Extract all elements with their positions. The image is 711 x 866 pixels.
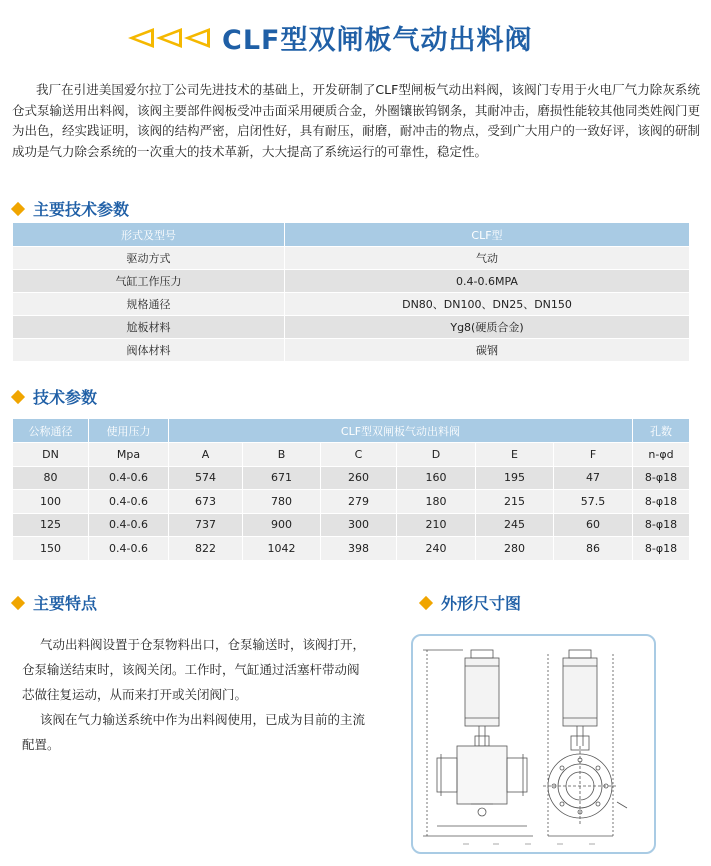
table-cell: 8-φ18 [633, 513, 690, 537]
section-heading-text: 主要技术参数 [33, 200, 130, 219]
table-cell: 碳钢 [285, 339, 690, 362]
table-cell: 86 [554, 537, 633, 561]
title-row [128, 18, 532, 57]
table-cell: 300 [321, 513, 397, 537]
table-header-cell: 形式及型号 [13, 223, 285, 247]
table-cell: 8-φ18 [633, 466, 690, 490]
table-cell: 8-φ18 [633, 537, 690, 561]
table-cell: 0.4-0.6 [89, 513, 169, 537]
table-cell: 0.4-0.6MPA [285, 270, 690, 293]
table-cell: 100 [13, 490, 89, 514]
table-cell: 279 [321, 490, 397, 514]
main-params-table [12, 222, 690, 362]
table-cell: A [169, 443, 243, 467]
table-row [13, 247, 690, 270]
table-cell: 240 [397, 537, 476, 561]
table-cell: 气动 [285, 247, 690, 270]
table-cell: 737 [169, 513, 243, 537]
table-cell: 驱动方式 [13, 247, 285, 270]
page-title: CLF型双闸板气动出料阀 [222, 25, 533, 56]
table-row [13, 490, 690, 514]
table-cell: B [243, 443, 321, 467]
table-cell: 0.4-0.6 [89, 466, 169, 490]
table-cell: D [397, 443, 476, 467]
table-cell: 280 [476, 537, 554, 561]
table-header-cell: CLF型双闸板气动出料阀 [169, 419, 633, 443]
table-cell: 195 [476, 466, 554, 490]
table-cell: 125 [13, 513, 89, 537]
features-paragraph: 该阀在气力输送系统中作为出料阀使用，已成为目前的主流配置。 [22, 712, 366, 752]
section-heading-text: 外形尺寸图 [441, 594, 522, 613]
table-cell: 574 [169, 466, 243, 490]
table-cell: 阀体材料 [13, 339, 285, 362]
table-cell: 180 [397, 490, 476, 514]
table-cell: 60 [554, 513, 633, 537]
table-cell: 160 [397, 466, 476, 490]
table-cell: 210 [397, 513, 476, 537]
diamond-bullet-icon [11, 389, 25, 403]
table-cell: 780 [243, 490, 321, 514]
table-row [13, 466, 690, 490]
table-cell: 260 [321, 466, 397, 490]
table-cell: E [476, 443, 554, 467]
tech-params-table [12, 418, 690, 561]
table-row [13, 293, 690, 316]
table-cell: DN [13, 443, 89, 467]
table-cell: Yg8(硬质合金) [285, 316, 690, 339]
table-header-cell: CLF型 [285, 223, 690, 247]
table-row [13, 316, 690, 339]
intro-paragraph: 我厂在引进美国爱尔拉丁公司先进技术的基础上，开发研制了CLF型闸板气动出料阀，该阀门专用于火电厂气力除灰系统仓式泵输送用出料阀，该阀主要部件阀板受冲击面采用硬质合金，外圈镶嵌钨钢条，其耐冲击，磨损性能较其他同类姓阀门更为出色，经实践证明，该阀的结构严密，启闭性好，具有耐压，耐磨，耐冲击的物点，受到广大用户的一致好评，该阀的研制成功是气力除会系统的一次重大的技术革新，大大提高了系统运行的可靠性，稳定性。 [12, 82, 700, 159]
table-cell: 215 [476, 490, 554, 514]
diamond-bullet-icon [11, 595, 25, 609]
table-cell: 80 [13, 466, 89, 490]
table-cell: 245 [476, 513, 554, 537]
section-heading-text: 技术参数 [33, 388, 98, 407]
table-cell: 150 [13, 537, 89, 561]
table-row [13, 537, 690, 561]
table-cell: 0.4-0.6 [89, 537, 169, 561]
table-cell: 57.5 [554, 490, 633, 514]
table-cell: C [321, 443, 397, 467]
table-cell: 1042 [243, 537, 321, 561]
table-header-row [13, 223, 690, 247]
table-cell: 尬板材料 [13, 316, 285, 339]
section-heading-dimensions [418, 591, 521, 614]
table-cell: 673 [169, 490, 243, 514]
table-cell: DN80、DN100、DN25、DN150 [285, 293, 690, 316]
dimension-drawing [411, 634, 656, 854]
table-cell: F [554, 443, 633, 467]
section-heading-main-params [10, 197, 129, 220]
section-heading-tech-params [10, 385, 97, 408]
table-cell: 671 [243, 466, 321, 490]
table-cell: 0.4-0.6 [89, 490, 169, 514]
table-cell: 规格通径 [13, 293, 285, 316]
table-header-cell: 孔数 [633, 419, 690, 443]
table-header-row [13, 419, 690, 443]
chevron-arrows-icon [128, 28, 212, 48]
table-header-cell: 使用压力 [89, 419, 169, 443]
table-subheader-row [13, 443, 690, 467]
table-row [13, 270, 690, 293]
table-cell: n-φd [633, 443, 690, 467]
table-cell: 气缸工作压力 [13, 270, 285, 293]
table-cell: 398 [321, 537, 397, 561]
features-paragraph: 气动出料阀设置于仓泵物料出口，仓泵输送时，该阀打开，仓泵输送结束时，该阀关闭。工作时，气缸通过活塞杆带动阀芯做往复运动，从而来打开或关闭阀门。 [22, 637, 366, 702]
table-row [13, 339, 690, 362]
table-cell: 8-φ18 [633, 490, 690, 514]
features-text [22, 632, 367, 757]
table-cell: 47 [554, 466, 633, 490]
section-heading-features [10, 591, 97, 614]
valve-drawing-icon [413, 636, 654, 852]
table-row [13, 513, 690, 537]
table-cell: Mpa [89, 443, 169, 467]
table-cell: 822 [169, 537, 243, 561]
diamond-bullet-icon [11, 201, 25, 215]
table-header-cell: 公称通径 [13, 419, 89, 443]
table-cell: 900 [243, 513, 321, 537]
section-heading-text: 主要特点 [33, 594, 98, 613]
diamond-bullet-icon [419, 595, 433, 609]
